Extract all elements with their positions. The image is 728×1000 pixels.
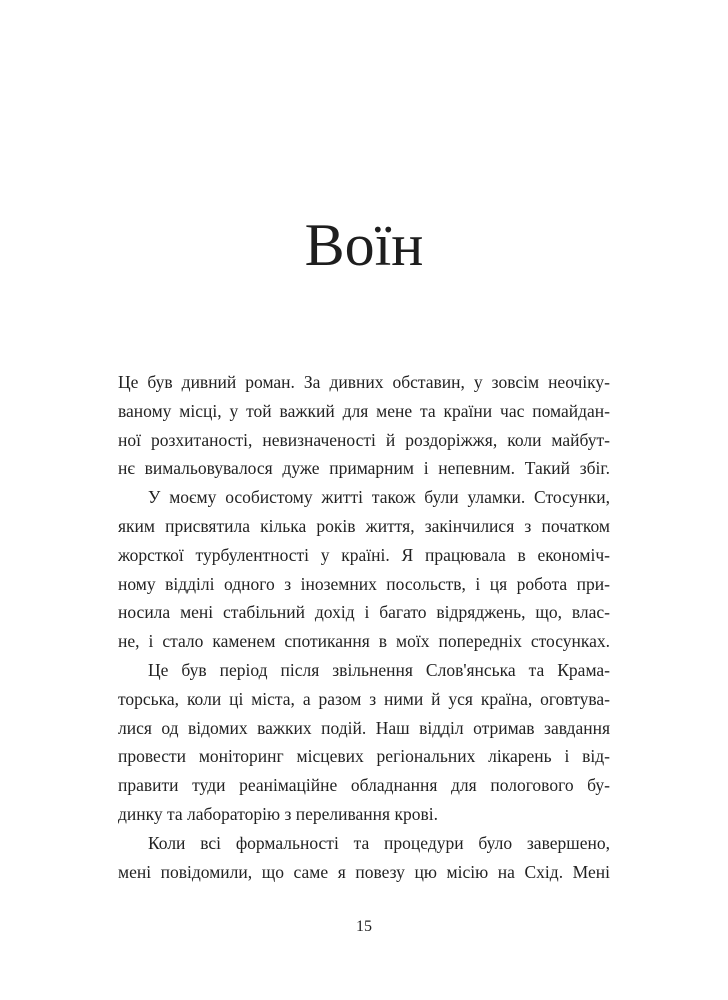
text-line: правити туди реанімаційне обладнання для пологового бу- [118, 775, 610, 796]
text-line: динку та лабораторію з переливання крові. [118, 803, 438, 824]
text-line: торська, коли ці міста, а разом з ними й уся країна, оговтува- [118, 688, 610, 709]
text-line: нє вимальовувалося дуже примарним і непевним. Такий збіг. [118, 458, 610, 479]
text-line: яким присвятила кілька років життя, закінчилися з початком [118, 515, 610, 536]
chapter-title: Воїн [304, 212, 424, 278]
text-line: жорсткої турбулентності у країні. Я працювала в економіч- [118, 544, 610, 565]
text-line: лися од відомих важких подій. Наш відділ отримав завдання [118, 717, 610, 738]
text-line: ваному місці, у той важкий для мене та країни час помайдан- [118, 400, 610, 421]
text-line: Це був період після звільнення Слов'янська та Крама- [148, 659, 610, 680]
text-line: Це був дивний роман. За дивних обставин, у зовсім неочіку- [118, 372, 610, 392]
text-line: не, і стало каменем спотикання в моїх попередніх стосунках. [118, 631, 610, 652]
text-line: Коли всі формальності та процедури було завершено, [148, 832, 610, 853]
text-line: носила мені стабільний дохід і багато відряджень, що, влас- [118, 602, 610, 623]
text-line: У моєму особистому житті також були уламки. Стосунки, [148, 487, 610, 508]
body-text [118, 368, 610, 886]
text-line: провести моніторинг місцевих регіональних лікарень і від- [118, 746, 610, 767]
text-line: мені повідомили, що саме я повезу цю місію на Схід. Мені [118, 861, 610, 882]
text-line: ному відділі одного з іноземних посольств, і ця робота при- [118, 573, 610, 594]
page-number: 15 [356, 918, 372, 935]
text-line: ної розхитаності, невизначеності й роздоріжжя, коли майбут- [118, 429, 610, 450]
